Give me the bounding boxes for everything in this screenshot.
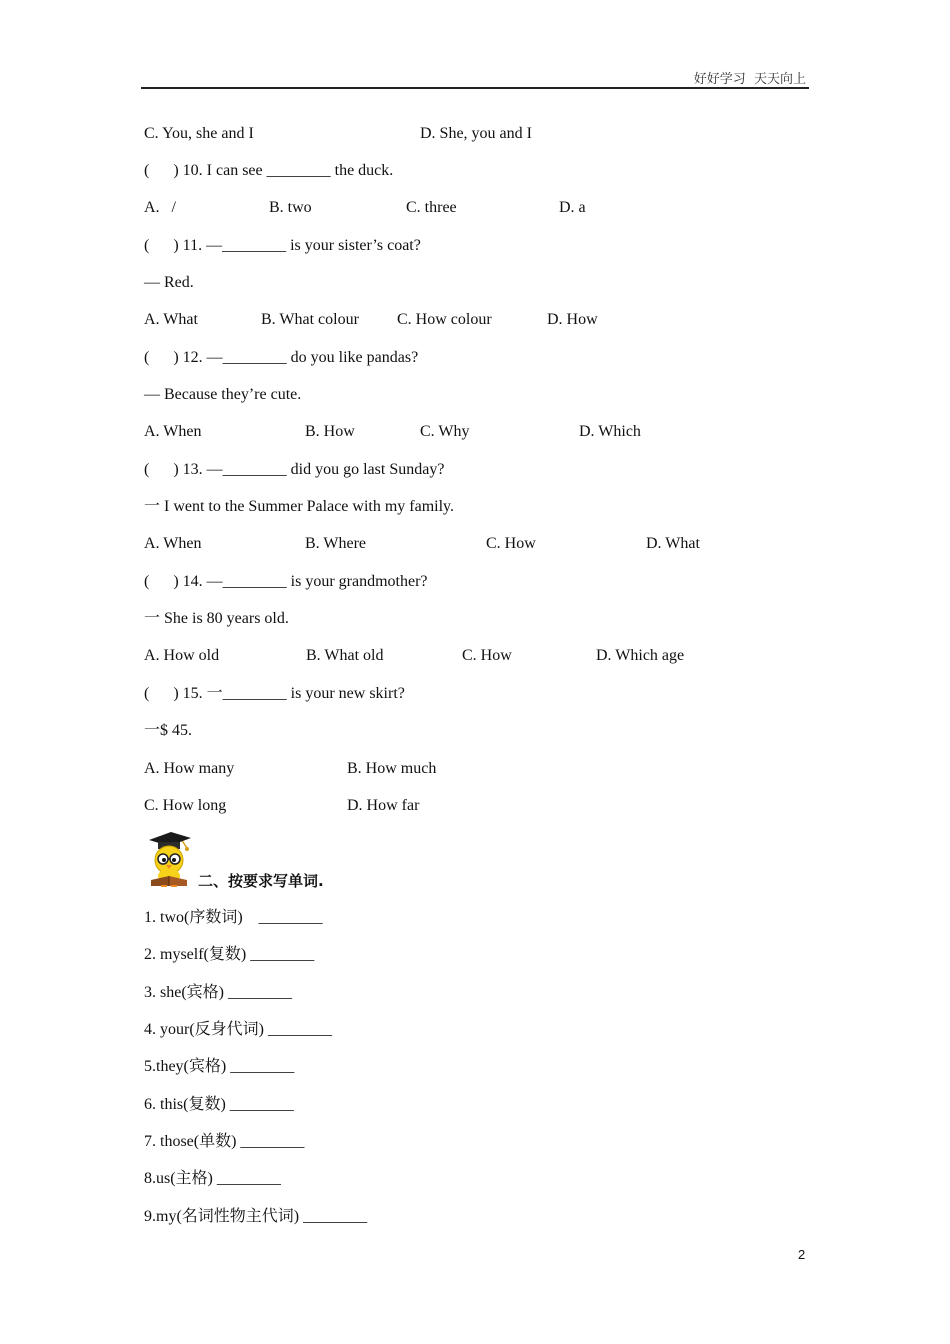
q12-option-a: A. When — [144, 423, 202, 440]
q11-option-c: C. How colour — [397, 311, 492, 328]
q11-option-a: A. What — [144, 311, 198, 328]
q13-option-c: C. How — [486, 535, 536, 552]
q15-prompt: ( ) 15. 一________ is your new skirt? — [144, 685, 405, 702]
q9-option-d: D. She, you and I — [420, 125, 532, 142]
q12-prompt: ( ) 12. —________ do you like pandas? — [144, 349, 419, 366]
q11-option-d: D. How — [547, 311, 598, 328]
q9-option-c: C. You, she and I — [144, 125, 254, 142]
q11-prompt: ( ) 11. —________ is your sister’s coat? — [144, 237, 421, 254]
word-item-9: 9.my(名词性物主代词) ________ — [144, 1208, 368, 1225]
q13-option-a: A. When — [144, 535, 202, 552]
word-item-1: 1. two(序数词) ________ — [144, 909, 323, 926]
word-item-6: 6. this(复数) ________ — [144, 1096, 294, 1113]
q12-option-b: B. How — [305, 423, 355, 440]
q12-answer: — Because they’re cute. — [144, 386, 302, 403]
word-item-5: 5.they(宾格) ________ — [144, 1058, 295, 1075]
q12-option-d: D. Which — [579, 423, 641, 440]
q14-option-b: B. What old — [306, 647, 384, 664]
page-number: 2 — [798, 1247, 806, 1262]
q15-option-a: A. How many — [144, 760, 235, 777]
q10-option-a: A. / — [144, 199, 176, 216]
q12-option-c: C. Why — [420, 423, 470, 440]
q13-answer: 一 I went to the Summer Palace with my family. — [144, 498, 455, 515]
word-item-8: 8.us(主格) ________ — [144, 1170, 281, 1187]
header-rule — [141, 87, 809, 89]
word-item-3: 3. she(宾格) ________ — [144, 984, 292, 1001]
q10-option-b: B. two — [269, 199, 312, 216]
q13-prompt: ( ) 13. —________ did you go last Sunday? — [144, 461, 445, 478]
q14-option-a: A. How old — [144, 647, 220, 664]
q14-option-d: D. Which age — [596, 647, 685, 664]
q11-answer: — Red. — [144, 274, 194, 291]
q13-option-d: D. What — [646, 535, 700, 552]
scholar-chick-icon — [143, 830, 195, 888]
q15-option-c: C. How long — [144, 797, 227, 814]
q13-option-b: B. Where — [305, 535, 367, 552]
q14-option-c: C. How — [462, 647, 512, 664]
q14-prompt: ( ) 14. —________ is your grandmother? — [144, 573, 428, 590]
q15-option-d: D. How far — [347, 797, 420, 814]
word-item-7: 7. those(单数) ________ — [144, 1133, 305, 1150]
q15-answer: 一$ 45. — [144, 722, 193, 739]
section-2-title: 二、按要求写单词. — [198, 872, 324, 890]
q14-answer: 一 She is 80 years old. — [144, 610, 289, 627]
q11-option-b: B. What colour — [261, 311, 359, 328]
header-motto: 好好学习 天天向上 — [693, 72, 806, 87]
word-item-4: 4. your(反身代词) ________ — [144, 1021, 332, 1038]
q10-option-c: C. three — [406, 199, 457, 216]
word-item-2: 2. myself(复数) ________ — [144, 946, 315, 963]
q10-prompt: ( ) 10. I can see ________ the duck. — [144, 162, 394, 179]
q10-option-d: D. a — [559, 199, 586, 216]
q15-option-b: B. How much — [347, 760, 437, 777]
